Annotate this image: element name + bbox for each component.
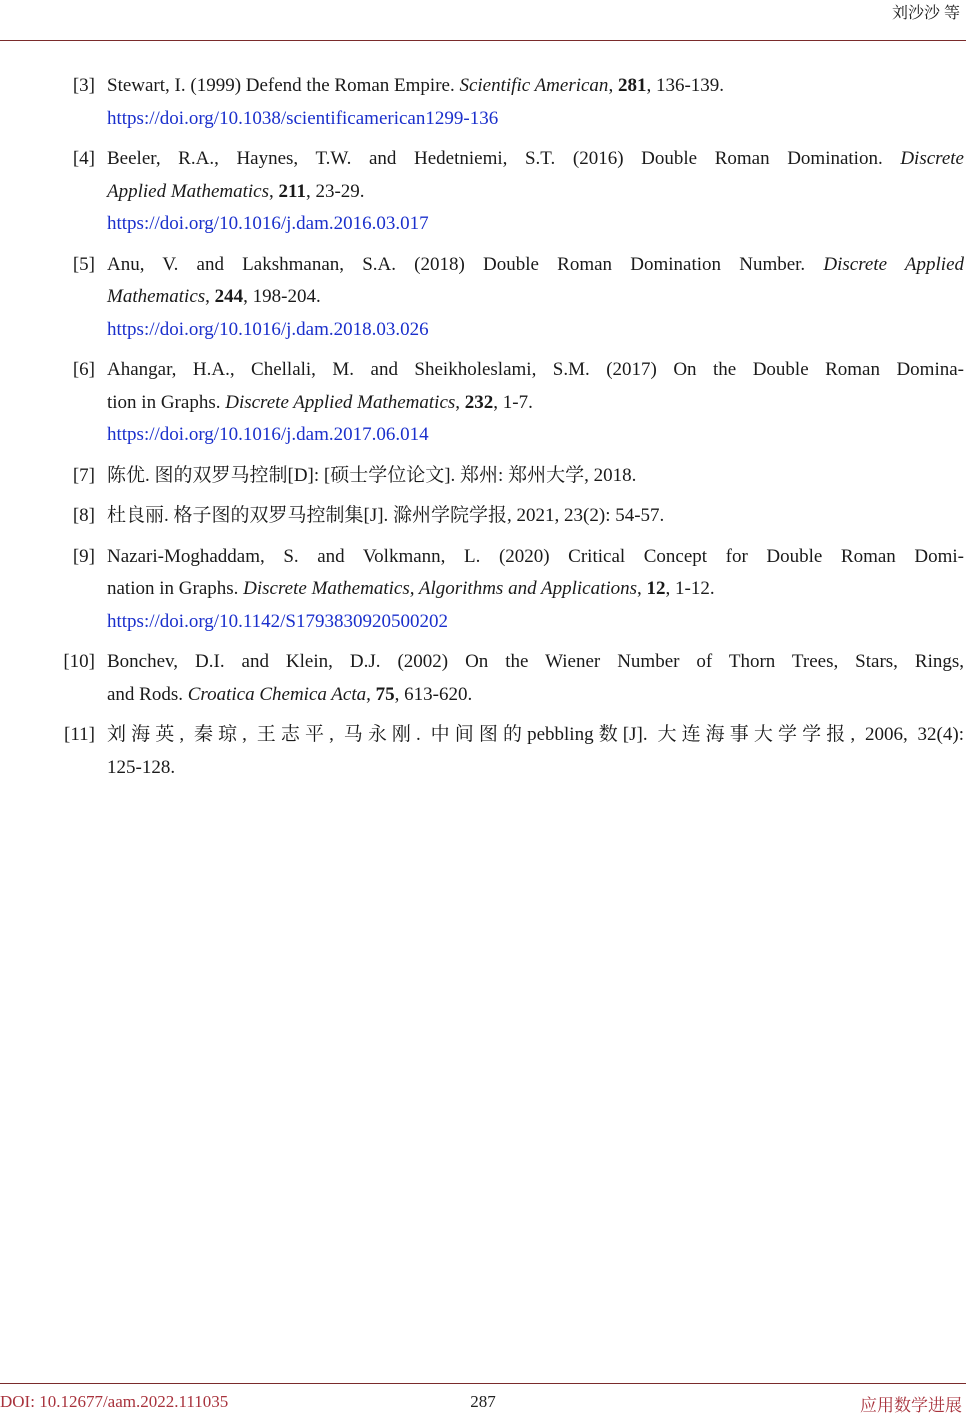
journal-title: Croatica Chemica Acta (187, 683, 367, 705)
volume: 244 (214, 286, 244, 307)
reference-text: 刘海英, 秦琼, 王志平, 马永刚. 中间图的pebbling数[J]. 大连海事大学学报, 2006, 32(4): (107, 724, 964, 745)
reference-line (107, 281, 964, 314)
volume: 12 (646, 578, 666, 599)
reference-number: [6] (72, 359, 95, 380)
pages: , 1-7. (493, 391, 533, 413)
doi-link[interactable]: https://doi.org/10.1038/scientificamerican1299-136 (107, 107, 499, 129)
reference-line (107, 541, 964, 574)
volume: 281 (617, 75, 647, 96)
reference-text: Beeler, R.A., Haynes, T.W. and Hedetniemi, S.T. (2016) Double Roman Domination. (107, 148, 901, 169)
separator: , (366, 683, 376, 705)
doi-link[interactable]: https://doi.org/10.1142/S1793830920500202 (107, 610, 448, 632)
journal-name: 应用数学进展 (860, 1396, 962, 1415)
reference-line (107, 354, 964, 387)
reference-text: 陈优. 图的双罗马控制[D]: [硕士学位论文]. 郑州: 郑州大学, 2018. (107, 464, 637, 486)
journal-title: Discrete Applied Mathematics (225, 391, 456, 413)
reference-text: 125-128. (107, 756, 176, 778)
reference-number: [10] (63, 651, 95, 672)
pages: , 1-12. (665, 578, 715, 599)
reference-number: [4] (72, 148, 95, 169)
reference-number: [9] (72, 545, 95, 567)
reference-line (107, 70, 964, 103)
reference-line (107, 143, 964, 176)
reference-text: Stewart, I. (1999) Defend the Roman Empire. (107, 75, 460, 96)
page-number: 287 (470, 1392, 496, 1411)
reference-number: [8] (72, 505, 95, 526)
journal-title: Scientific American (459, 75, 609, 96)
reference-item (0, 70, 966, 135)
journal-title: Discrete Mathematics, Algorithms and Applications (243, 578, 638, 599)
footer-rule (0, 1383, 966, 1384)
header-rule (0, 40, 966, 41)
pages: , 198-204. (243, 286, 321, 307)
reference-text: 杜良丽. 格子图的双罗马控制集[J]. 滁州学院学报, 2021, 23(2): 54-57. (107, 505, 665, 526)
doi-link[interactable]: https://doi.org/10.1016/j.dam.2016.03.017 (107, 213, 429, 234)
reference-number: [11] (64, 724, 95, 745)
volume: 75 (375, 683, 395, 705)
reference-item (0, 249, 966, 347)
reference-item (0, 646, 966, 711)
reference-line (107, 646, 964, 679)
reference-number: [7] (72, 464, 95, 486)
reference-item (0, 354, 966, 452)
journal-title: Mathematics (107, 286, 206, 307)
separator: , (269, 180, 279, 202)
reference-list (0, 70, 966, 792)
separator: , (205, 286, 215, 307)
reference-line (107, 719, 964, 752)
reference-line (107, 176, 964, 209)
separator: , (455, 391, 465, 413)
reference-item (0, 500, 966, 533)
pages: , 136-139. (646, 75, 725, 96)
reference-item (0, 460, 966, 493)
reference-number: [5] (72, 253, 95, 275)
reference-line (107, 752, 964, 785)
reference-text: and Rods. (107, 683, 188, 705)
reference-line (107, 573, 964, 606)
reference-item (0, 719, 966, 784)
reference-line (107, 679, 964, 712)
reference-text: Anu, V. and Lakshmanan, S.A. (2018) Double Roman Domination Number. (107, 253, 824, 275)
doi-link[interactable]: https://doi.org/10.1016/j.dam.2018.03.026 (107, 318, 429, 340)
reference-text: Ahangar, H.A., Chellali, M. and Sheikholeslami, S.M. (2017) On the Double Roman Domina- (107, 359, 964, 380)
separator: , (637, 578, 647, 599)
volume: 232 (464, 391, 494, 413)
reference-line (107, 249, 964, 282)
pages: , 23-29. (305, 180, 365, 202)
volume: 211 (278, 180, 306, 202)
reference-text: Nazari-Moghaddam, S. and Volkmann, L. (2020) Critical Concept for Double Roman Domi- (107, 545, 964, 567)
journal-title: Applied Mathematics (107, 180, 269, 202)
reference-line (107, 387, 964, 420)
doi-link[interactable]: https://doi.org/10.1016/j.dam.2017.06.014 (107, 424, 429, 445)
journal-title: Discrete (900, 148, 964, 169)
reference-text: nation in Graphs. (107, 578, 244, 599)
pages: , 613-620. (394, 683, 473, 705)
reference-item (0, 143, 966, 241)
footer-doi[interactable]: DOI: 10.12677/aam.2022.111035 (0, 1392, 229, 1411)
reference-text: Bonchev, D.I. and Klein, D.J. (2002) On the Wiener Number of Thorn Trees, Stars, Rings, (107, 651, 964, 672)
reference-number: [3] (72, 75, 95, 96)
separator: , (608, 75, 618, 96)
header-author: 刘沙沙 等 (891, 5, 960, 22)
journal-title: Discrete Applied (823, 253, 965, 275)
reference-item (0, 541, 966, 639)
reference-text: tion in Graphs. (107, 391, 226, 413)
